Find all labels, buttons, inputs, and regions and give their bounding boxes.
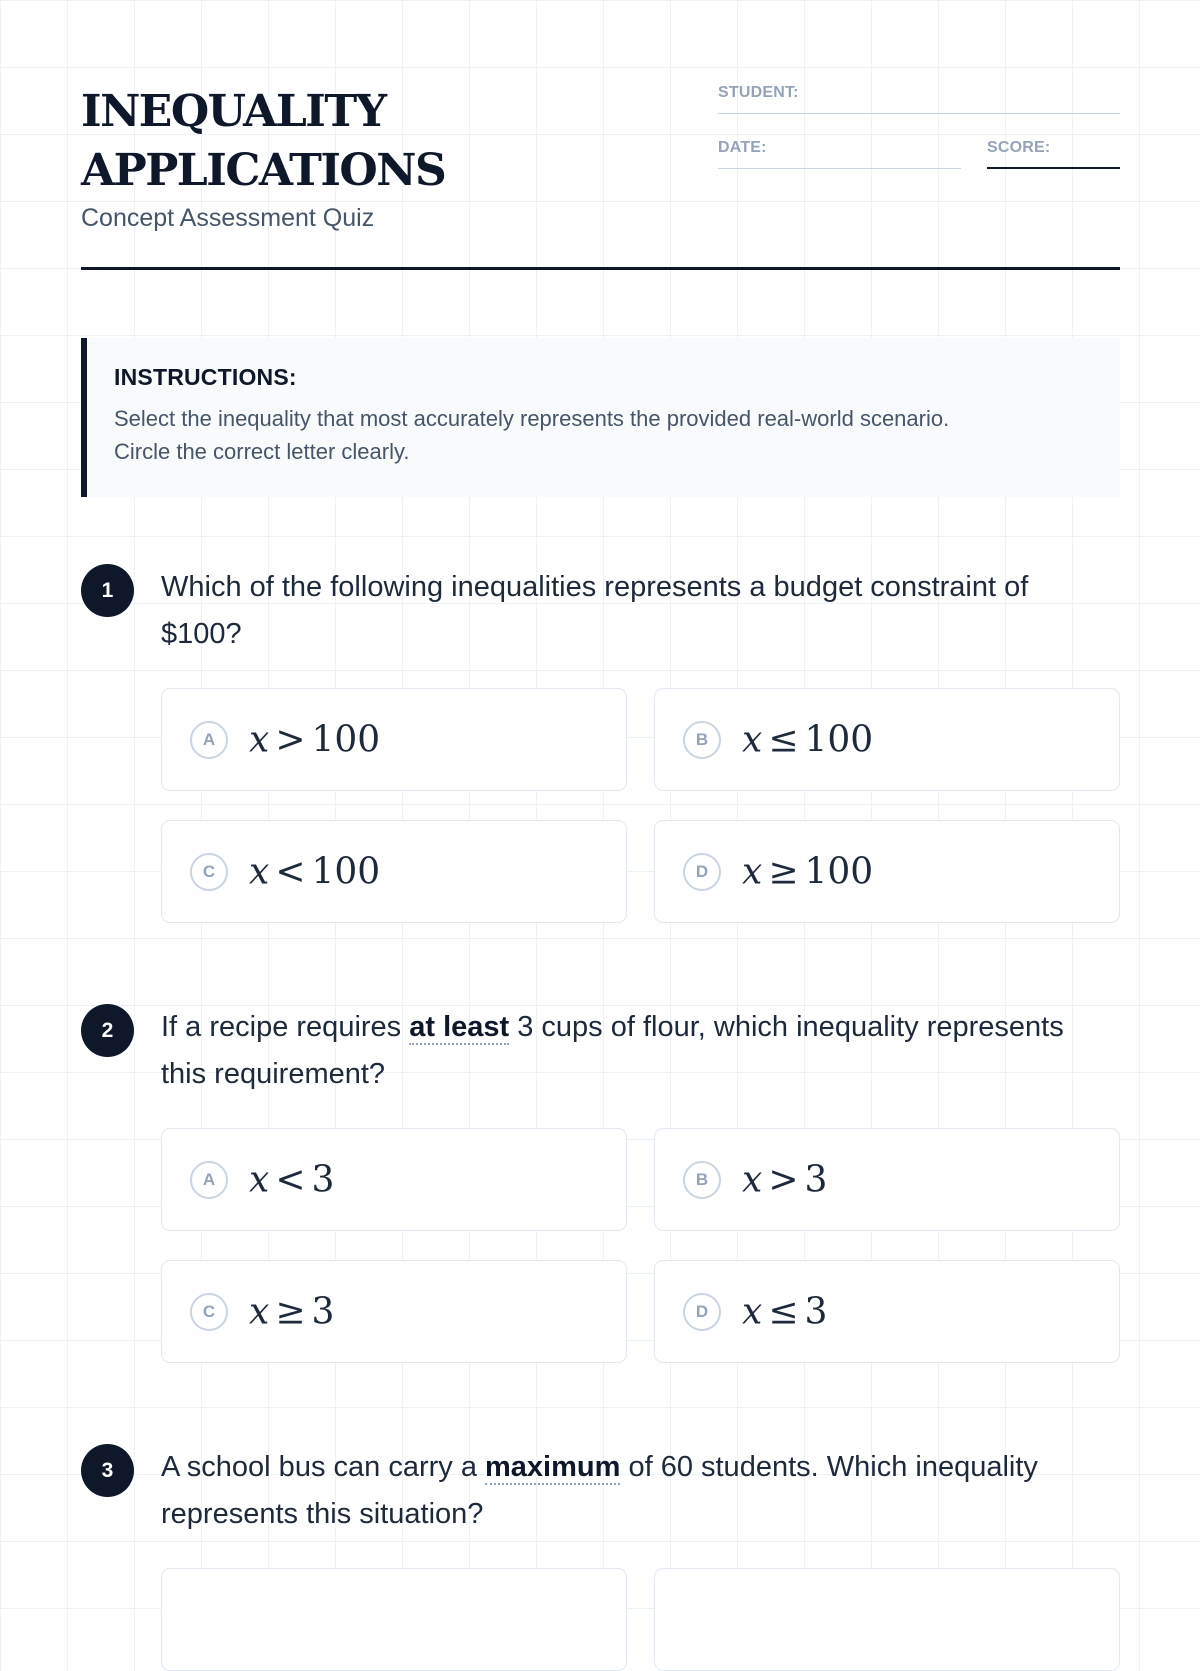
question-2-option-c[interactable] xyxy=(161,1260,627,1363)
expr-operator: ≤ xyxy=(768,1291,799,1332)
question-1-option-b[interactable] xyxy=(654,688,1120,791)
option-expression xyxy=(249,1291,334,1332)
option-letter-d: D xyxy=(683,1293,721,1331)
expr-operator: < xyxy=(275,851,306,892)
expr-variable: x xyxy=(249,1291,270,1332)
expr-value: 3 xyxy=(804,1291,828,1332)
expr-value: 3 xyxy=(311,1291,335,1332)
student-field[interactable] xyxy=(718,113,1120,114)
option-expression xyxy=(742,1291,827,1332)
expr-operator: ≤ xyxy=(768,719,799,760)
expr-operator: < xyxy=(275,1159,306,1200)
quiz-page xyxy=(81,0,1120,1600)
question-text-after: 3 cups of flour, which inequality represents this requirement? xyxy=(161,1011,1064,1090)
question-1-option-d[interactable] xyxy=(654,820,1120,923)
question-emphasis: at least xyxy=(409,1011,510,1043)
option-expression xyxy=(742,1159,827,1200)
question-number-badge: 2 xyxy=(81,1004,134,1057)
date-field[interactable] xyxy=(718,168,961,169)
option-letter-c: C xyxy=(190,1293,228,1331)
expr-variable: x xyxy=(249,851,270,892)
title-line-1: INEQUALITY xyxy=(81,86,386,137)
option-letter-c: C xyxy=(190,853,228,891)
question-3-option-b[interactable] xyxy=(654,1568,1120,1671)
question-3-text xyxy=(161,1444,1111,1538)
header-divider xyxy=(81,267,1120,270)
expr-operator: ≥ xyxy=(275,1291,306,1332)
question-number-badge: 3 xyxy=(81,1444,134,1497)
expr-variable: x xyxy=(249,1159,270,1200)
question-1-option-c[interactable] xyxy=(161,820,627,923)
student-label: STUDENT: xyxy=(718,84,799,101)
question-text-after: of 60 students. Which inequality represents this situation? xyxy=(161,1451,1038,1530)
question-2-text xyxy=(161,1004,1111,1098)
question-2-option-b[interactable] xyxy=(654,1128,1120,1231)
question-1-text xyxy=(161,564,1111,658)
option-letter-d: D xyxy=(683,853,721,891)
expr-value: 100 xyxy=(804,719,874,760)
expr-value: 100 xyxy=(311,851,381,892)
instructions-heading: INSTRUCTIONS: xyxy=(114,364,297,390)
score-label: SCORE: xyxy=(987,139,1051,156)
option-letter-b: B xyxy=(683,721,721,759)
quiz-header xyxy=(81,82,1120,270)
question-1-option-a[interactable] xyxy=(161,688,627,791)
instructions-line-2: Circle the correct letter clearly. xyxy=(114,439,410,464)
title-line-2: APPLICATIONS xyxy=(81,145,446,196)
option-expression xyxy=(249,719,380,760)
expr-operator: > xyxy=(275,719,306,760)
question-text-before: If a recipe requires xyxy=(161,1011,410,1043)
expr-variable: x xyxy=(742,719,763,760)
question-text-before: A school bus can carry a xyxy=(161,1451,485,1483)
instructions-line-1: Select the inequality that most accurately represents the provided real-world scenario. xyxy=(114,406,950,431)
expr-variable: x xyxy=(742,1159,763,1200)
option-expression xyxy=(742,719,873,760)
question-emphasis: maximum xyxy=(485,1451,621,1483)
question-2-option-a[interactable] xyxy=(161,1128,627,1231)
page-subtitle: Concept Assessment Quiz xyxy=(81,204,375,232)
option-expression xyxy=(742,851,873,892)
expr-variable: x xyxy=(249,719,270,760)
question-2-option-d[interactable] xyxy=(654,1260,1120,1363)
page-title xyxy=(81,82,445,200)
option-expression xyxy=(249,1159,334,1200)
option-letter-a: A xyxy=(190,721,228,759)
question-3-option-a[interactable] xyxy=(161,1568,627,1671)
expr-value: 3 xyxy=(804,1159,828,1200)
question-1-text-content: Which of the following inequalities represents a budget constraint of $100? xyxy=(161,571,1029,650)
expr-variable: x xyxy=(742,1291,763,1332)
option-expression xyxy=(249,851,380,892)
instructions-box xyxy=(81,338,1120,497)
option-letter-a: A xyxy=(190,1161,228,1199)
option-letter-b: B xyxy=(683,1161,721,1199)
score-field[interactable] xyxy=(987,167,1120,169)
expr-operator: > xyxy=(768,1159,799,1200)
expr-value: 3 xyxy=(311,1159,335,1200)
date-label: DATE: xyxy=(718,139,767,156)
expr-value: 100 xyxy=(804,851,874,892)
expr-operator: ≥ xyxy=(768,851,799,892)
question-number-badge: 1 xyxy=(81,564,134,617)
expr-value: 100 xyxy=(311,719,381,760)
expr-variable: x xyxy=(742,851,763,892)
